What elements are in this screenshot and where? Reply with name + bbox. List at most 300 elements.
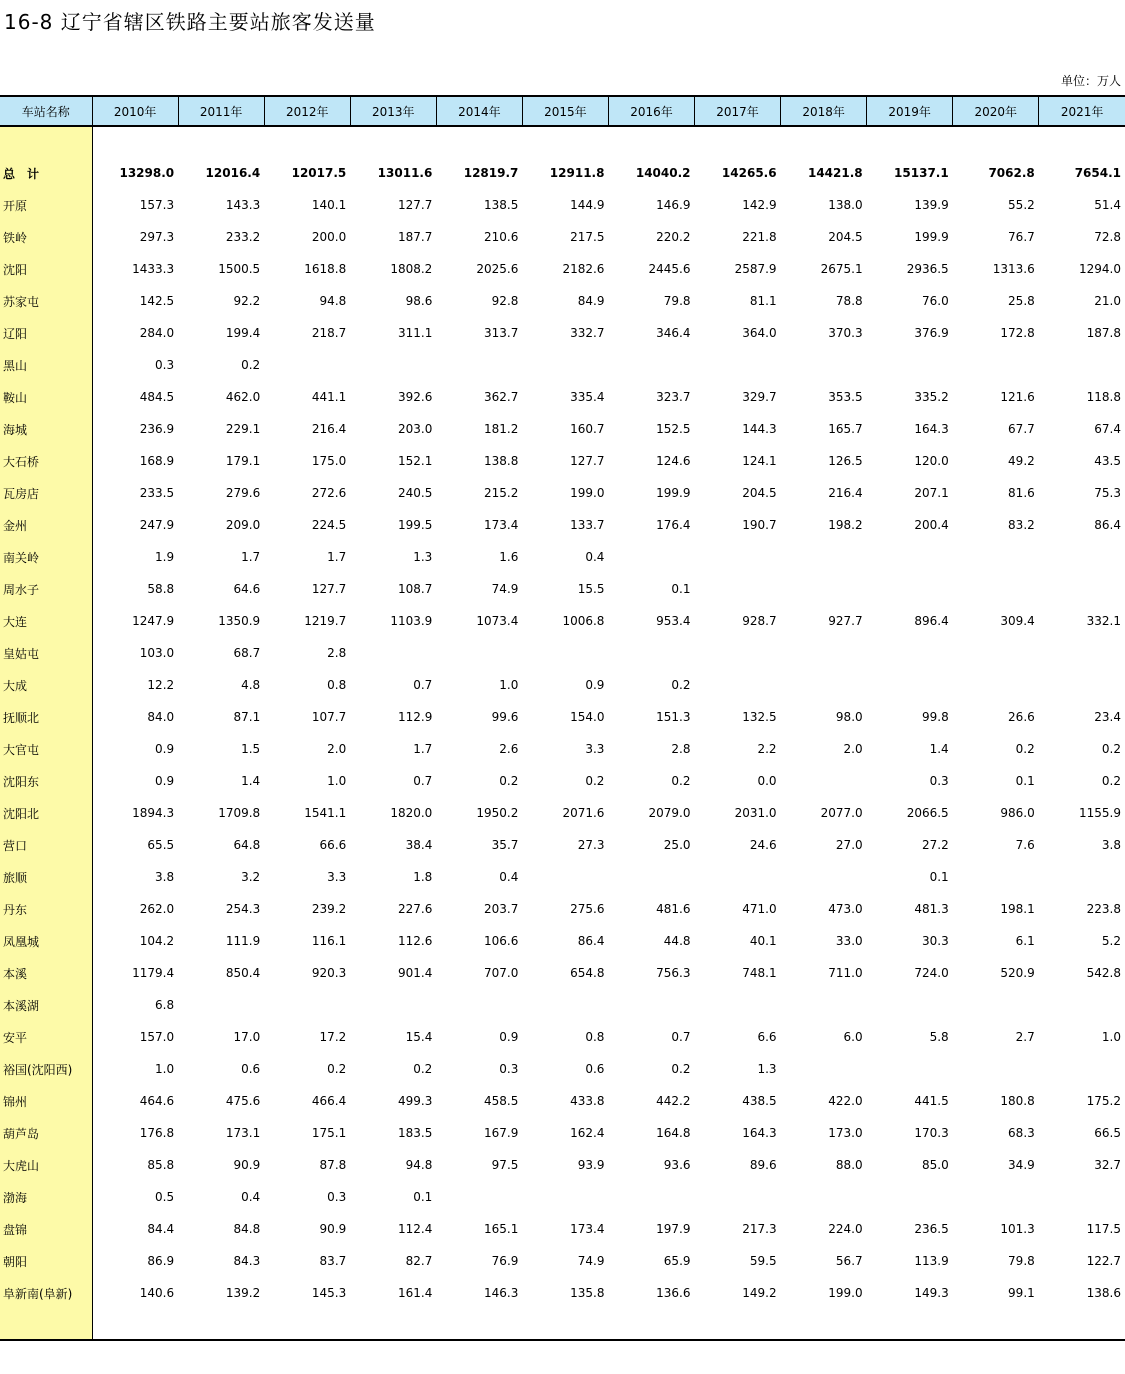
value-cell: 1073.4	[476, 614, 519, 628]
value-cell	[695, 669, 781, 701]
value-cell	[436, 989, 522, 1021]
value-cell: 272.6	[311, 486, 347, 500]
value-cell	[695, 541, 781, 573]
value-cell	[695, 573, 781, 605]
value-cell: 215.2	[484, 486, 519, 500]
value-cell	[867, 1053, 953, 1085]
value-cell	[608, 637, 694, 669]
value-cell: 64.8	[233, 838, 261, 852]
station-passenger-table	[0, 95, 1125, 1341]
value-cell: 99.1	[1008, 1286, 1035, 1300]
value-cell	[350, 349, 436, 381]
value-cell: 707.0	[484, 966, 519, 980]
value-cell: 143.3	[225, 198, 261, 212]
value-cell	[1039, 1053, 1125, 1085]
value-cell: 0.7	[413, 774, 433, 788]
station-name: 大官屯	[0, 733, 92, 765]
station-name: 沈阳东	[0, 765, 92, 797]
value-cell: 170.3	[914, 1126, 949, 1140]
value-cell: 2.2	[757, 742, 777, 756]
value-cell: 140.6	[139, 1286, 175, 1300]
station-name: 瓦房店	[0, 477, 92, 509]
value-cell: 173.1	[225, 1126, 261, 1140]
value-cell: 27.0	[835, 838, 863, 852]
value-cell: 6.6	[757, 1030, 777, 1044]
value-cell: 85.0	[921, 1158, 949, 1172]
value-cell: 108.7	[397, 582, 433, 596]
value-cell: 216.4	[311, 422, 347, 436]
value-cell: 0.2	[1101, 774, 1121, 788]
value-cell: 175.0	[311, 454, 347, 468]
value-cell: 279.6	[225, 486, 261, 500]
value-cell	[781, 669, 867, 701]
value-cell: 154.0	[570, 710, 605, 724]
value-cell: 2.7	[1015, 1030, 1035, 1044]
value-cell: 190.7	[742, 518, 777, 532]
value-cell: 2025.6	[476, 262, 519, 276]
table-row	[0, 861, 1125, 893]
value-cell: 145.3	[311, 1286, 347, 1300]
value-cell: 176.4	[656, 518, 691, 532]
value-cell: 161.4	[397, 1286, 433, 1300]
value-cell: 1820.0	[390, 806, 433, 820]
value-cell: 58.8	[147, 582, 175, 596]
value-cell: 2.8	[327, 646, 347, 660]
value-cell: 458.5	[484, 1094, 519, 1108]
value-cell: 107.7	[311, 710, 347, 724]
value-cell: 0.4	[241, 1190, 261, 1204]
station-name: 本溪湖	[0, 989, 92, 1021]
value-cell	[867, 1181, 953, 1213]
table-row	[0, 669, 1125, 701]
value-cell	[608, 861, 694, 893]
value-cell: 0.8	[327, 678, 347, 692]
value-cell: 499.3	[397, 1094, 433, 1108]
value-cell: 239.2	[311, 902, 347, 916]
value-cell	[781, 765, 867, 797]
value-cell: 335.4	[570, 390, 605, 404]
value-cell: 199.5	[397, 518, 433, 532]
value-cell	[436, 637, 522, 669]
value-cell: 5.8	[929, 1030, 949, 1044]
value-cell: 0.6	[241, 1062, 261, 1076]
value-cell	[436, 349, 522, 381]
table-row	[0, 925, 1125, 957]
station-name: 大连	[0, 605, 92, 637]
value-cell: 441.1	[311, 390, 347, 404]
value-cell: 462.0	[225, 390, 261, 404]
value-cell: 59.5	[749, 1254, 777, 1268]
station-name: 盘锦	[0, 1213, 92, 1245]
value-cell: 5.2	[1101, 934, 1121, 948]
value-cell	[695, 861, 781, 893]
value-cell: 0.7	[413, 678, 433, 692]
value-cell: 441.5	[914, 1094, 949, 1108]
value-cell	[1039, 1181, 1125, 1213]
value-cell: 66.5	[1094, 1126, 1121, 1140]
value-cell: 104.2	[139, 934, 175, 948]
value-cell: 140.1	[311, 198, 347, 212]
value-cell: 0.2	[327, 1062, 347, 1076]
value-cell: 370.3	[828, 326, 863, 340]
value-cell: 0.3	[499, 1062, 519, 1076]
value-cell: 2182.6	[562, 262, 605, 276]
value-cell: 1950.2	[476, 806, 519, 820]
value-cell: 309.4	[1000, 614, 1035, 628]
value-cell: 164.3	[742, 1126, 777, 1140]
station-name: 营口	[0, 829, 92, 861]
value-cell: 1.8	[413, 870, 433, 884]
value-cell: 76.9	[491, 1254, 519, 1268]
value-cell: 183.5	[397, 1126, 433, 1140]
value-cell	[1039, 989, 1125, 1021]
value-cell: 0.2	[1101, 742, 1121, 756]
table-row	[0, 1245, 1125, 1277]
value-cell: 1500.5	[218, 262, 261, 276]
value-cell: 160.7	[570, 422, 605, 436]
column-header-year: 2014年	[436, 96, 522, 126]
column-header-year: 2018年	[781, 96, 867, 126]
value-cell: 92.2	[233, 294, 261, 308]
value-cell: 438.5	[742, 1094, 777, 1108]
value-cell: 901.4	[397, 966, 433, 980]
value-cell: 2675.1	[820, 262, 863, 276]
station-name: 沈阳	[0, 253, 92, 285]
value-cell: 173.4	[484, 518, 519, 532]
value-cell: 520.9	[1000, 966, 1035, 980]
value-cell: 172.8	[1000, 326, 1035, 340]
value-cell: 2.0	[327, 742, 347, 756]
value-cell: 199.4	[225, 326, 261, 340]
value-cell: 187.8	[1086, 326, 1121, 340]
value-cell: 15.4	[405, 1030, 433, 1044]
value-cell: 1541.1	[304, 806, 347, 820]
value-cell	[867, 669, 953, 701]
table-row	[0, 381, 1125, 413]
value-cell	[953, 861, 1039, 893]
table-row	[0, 413, 1125, 445]
value-cell	[953, 1053, 1039, 1085]
value-cell	[867, 637, 953, 669]
value-cell: 157.3	[139, 198, 175, 212]
value-cell: 3.2	[241, 870, 261, 884]
value-cell: 112.6	[397, 934, 433, 948]
value-cell: 233.5	[139, 486, 175, 500]
value-cell: 34.9	[1008, 1158, 1035, 1172]
value-cell: 27.3	[577, 838, 605, 852]
value-cell: 2031.0	[734, 806, 777, 820]
value-cell	[695, 1181, 781, 1213]
value-cell: 0.2	[499, 774, 519, 788]
station-name: 阜新南(阜新)	[0, 1277, 92, 1309]
value-cell: 7.6	[1015, 838, 1035, 852]
value-cell: 89.6	[749, 1158, 777, 1172]
station-name: 大虎山	[0, 1149, 92, 1181]
value-cell: 1.5	[241, 742, 261, 756]
value-cell: 25.8	[1008, 294, 1035, 308]
value-cell: 433.8	[570, 1094, 605, 1108]
value-cell: 254.3	[225, 902, 261, 916]
value-cell: 24.6	[749, 838, 777, 852]
value-cell: 210.6	[484, 230, 519, 244]
value-cell	[264, 349, 350, 381]
value-cell: 224.0	[828, 1222, 863, 1236]
value-cell: 233.2	[225, 230, 261, 244]
value-cell: 1808.2	[390, 262, 433, 276]
station-name: 渤海	[0, 1181, 92, 1213]
value-cell: 152.1	[397, 454, 433, 468]
value-cell: 112.9	[397, 710, 433, 724]
value-cell: 116.1	[311, 934, 347, 948]
value-cell: 224.5	[311, 518, 347, 532]
value-cell: 311.1	[397, 326, 433, 340]
value-cell: 284.0	[139, 326, 175, 340]
value-cell	[953, 637, 1039, 669]
value-cell: 86.4	[1094, 518, 1121, 532]
value-cell: 1.7	[241, 550, 261, 564]
value-cell: 138.5	[484, 198, 519, 212]
value-cell: 173.4	[570, 1222, 605, 1236]
value-cell: 6.0	[843, 1030, 863, 1044]
value-cell: 15.5	[577, 582, 605, 596]
value-cell: 0.1	[1015, 774, 1035, 788]
value-cell: 0.9	[499, 1030, 519, 1044]
station-name: 海城	[0, 413, 92, 445]
value-cell: 84.3	[233, 1254, 261, 1268]
value-cell: 353.5	[828, 390, 863, 404]
value-cell: 142.9	[742, 198, 777, 212]
table-row	[0, 733, 1125, 765]
station-name: 苏家屯	[0, 285, 92, 317]
value-cell: 1.6	[499, 550, 519, 564]
value-cell: 2071.6	[562, 806, 605, 820]
value-cell: 23.4	[1094, 710, 1121, 724]
value-cell	[867, 541, 953, 573]
station-name: 大成	[0, 669, 92, 701]
value-cell: 135.8	[570, 1286, 605, 1300]
station-name: 丹东	[0, 893, 92, 925]
value-cell: 25.0	[663, 838, 691, 852]
value-cell: 2936.5	[906, 262, 949, 276]
value-cell: 68.7	[233, 646, 261, 660]
value-cell: 928.7	[742, 614, 777, 628]
value-cell	[1039, 669, 1125, 701]
value-cell: 164.8	[656, 1126, 691, 1140]
value-cell	[1039, 349, 1125, 381]
value-cell: 346.4	[656, 326, 691, 340]
value-cell: 74.9	[577, 1254, 605, 1268]
value-cell: 87.1	[233, 710, 261, 724]
station-name: 裕国(沈阳西)	[0, 1053, 92, 1085]
value-cell: 466.4	[311, 1094, 347, 1108]
value-cell: 953.4	[656, 614, 691, 628]
value-cell: 157.0	[139, 1030, 175, 1044]
value-cell: 79.8	[663, 294, 691, 308]
value-cell: 2445.6	[648, 262, 691, 276]
value-cell: 175.2	[1086, 1094, 1121, 1108]
value-cell: 113.9	[914, 1254, 949, 1268]
station-name: 旅顺	[0, 861, 92, 893]
value-cell: 127.7	[570, 454, 605, 468]
value-cell: 0.2	[413, 1062, 433, 1076]
value-cell: 146.3	[484, 1286, 519, 1300]
value-cell: 98.6	[405, 294, 433, 308]
value-cell: 146.9	[656, 198, 691, 212]
value-cell: 64.6	[233, 582, 261, 596]
value-cell: 986.0	[1000, 806, 1035, 820]
value-cell: 138.8	[484, 454, 519, 468]
table-row	[0, 957, 1125, 989]
station-name: 朝阳	[0, 1245, 92, 1277]
value-cell: 392.6	[397, 390, 433, 404]
value-cell: 83.7	[319, 1254, 347, 1268]
value-cell: 473.0	[828, 902, 863, 916]
value-cell: 0.2	[671, 774, 691, 788]
value-cell	[522, 637, 608, 669]
value-cell: 7654.1	[1074, 166, 1121, 180]
table-row	[0, 189, 1125, 221]
value-cell: 132.5	[742, 710, 777, 724]
value-cell: 0.5	[155, 1190, 175, 1204]
value-cell: 227.6	[397, 902, 433, 916]
table-spacer-row	[0, 1309, 1125, 1340]
value-cell: 204.5	[828, 230, 863, 244]
column-header-year: 2019年	[867, 96, 953, 126]
value-cell: 117.5	[1086, 1222, 1121, 1236]
value-cell: 12911.8	[549, 166, 605, 180]
value-cell: 124.6	[656, 454, 691, 468]
table-row	[0, 317, 1125, 349]
value-cell: 83.2	[1008, 518, 1035, 532]
value-cell	[522, 1181, 608, 1213]
value-cell: 0.8	[585, 1030, 605, 1044]
value-cell: 0.3	[929, 774, 949, 788]
value-cell: 99.6	[491, 710, 519, 724]
value-cell: 33.0	[835, 934, 863, 948]
value-cell: 198.1	[1000, 902, 1035, 916]
value-cell: 12819.7	[463, 166, 519, 180]
value-cell: 896.4	[914, 614, 949, 628]
value-cell	[608, 349, 694, 381]
value-cell: 297.3	[139, 230, 175, 244]
value-cell: 162.4	[570, 1126, 605, 1140]
value-cell: 6.1	[1015, 934, 1035, 948]
value-cell: 101.3	[1000, 1222, 1035, 1236]
value-cell	[522, 349, 608, 381]
value-cell	[1039, 573, 1125, 605]
value-cell: 0.9	[585, 678, 605, 692]
value-cell	[695, 989, 781, 1021]
value-cell: 93.9	[577, 1158, 605, 1172]
value-cell	[608, 541, 694, 573]
value-cell: 329.7	[742, 390, 777, 404]
value-cell: 0.6	[585, 1062, 605, 1076]
value-cell: 332.1	[1086, 614, 1121, 628]
value-cell: 56.7	[835, 1254, 863, 1268]
value-cell: 17.0	[233, 1030, 261, 1044]
value-cell: 187.7	[397, 230, 433, 244]
table-row	[0, 1277, 1125, 1309]
table-row	[0, 1181, 1125, 1213]
value-cell: 229.1	[225, 422, 261, 436]
value-cell	[264, 989, 350, 1021]
value-cell: 2.0	[843, 742, 863, 756]
value-cell: 481.6	[656, 902, 691, 916]
value-cell: 217.5	[570, 230, 605, 244]
value-cell: 17.2	[319, 1030, 347, 1044]
station-name: 抚顺北	[0, 701, 92, 733]
value-cell: 1.7	[413, 742, 433, 756]
value-cell: 14040.2	[635, 166, 691, 180]
value-cell: 1247.9	[132, 614, 175, 628]
value-cell: 84.9	[577, 294, 605, 308]
column-header-year: 2016年	[608, 96, 694, 126]
value-cell: 3.3	[585, 742, 605, 756]
table-row	[0, 445, 1125, 477]
value-cell: 204.5	[742, 486, 777, 500]
table-row	[0, 1021, 1125, 1053]
total-row	[0, 157, 1125, 189]
value-cell: 221.8	[742, 230, 777, 244]
value-cell: 12017.5	[291, 166, 347, 180]
value-cell: 236.9	[139, 422, 175, 436]
table-row	[0, 797, 1125, 829]
value-cell	[608, 989, 694, 1021]
value-cell: 240.5	[397, 486, 433, 500]
value-cell: 93.6	[663, 1158, 691, 1172]
table-row	[0, 989, 1125, 1021]
value-cell	[867, 573, 953, 605]
value-cell: 32.7	[1094, 1158, 1121, 1172]
value-cell	[781, 1181, 867, 1213]
value-cell: 26.6	[1008, 710, 1035, 724]
value-cell: 1179.4	[132, 966, 175, 980]
value-cell: 0.9	[155, 774, 175, 788]
value-cell: 1.3	[413, 550, 433, 564]
value-cell: 179.1	[225, 454, 261, 468]
value-cell: 6.8	[155, 998, 175, 1012]
value-cell: 121.6	[1000, 390, 1035, 404]
value-cell: 43.5	[1094, 454, 1121, 468]
column-header-year: 2017年	[695, 96, 781, 126]
value-cell: 86.9	[147, 1254, 175, 1268]
value-cell: 0.2	[585, 774, 605, 788]
value-cell: 14265.6	[721, 166, 777, 180]
value-cell: 126.5	[828, 454, 863, 468]
value-cell: 200.0	[311, 230, 347, 244]
value-cell: 376.9	[914, 326, 949, 340]
station-name: 大石桥	[0, 445, 92, 477]
value-cell: 199.9	[656, 486, 691, 500]
value-cell: 106.6	[484, 934, 519, 948]
value-cell: 1006.8	[562, 614, 605, 628]
value-cell	[1039, 637, 1125, 669]
value-cell: 68.3	[1008, 1126, 1035, 1140]
value-cell: 247.9	[139, 518, 175, 532]
value-cell: 275.6	[570, 902, 605, 916]
value-cell: 167.9	[484, 1126, 519, 1140]
table-row	[0, 1117, 1125, 1149]
value-cell: 12.2	[147, 678, 175, 692]
table-body	[0, 126, 1125, 1340]
value-cell	[867, 989, 953, 1021]
value-cell	[781, 861, 867, 893]
value-cell: 203.7	[484, 902, 519, 916]
value-cell: 332.7	[570, 326, 605, 340]
value-cell: 173.0	[828, 1126, 863, 1140]
station-name: 安平	[0, 1021, 92, 1053]
value-cell: 168.9	[139, 454, 175, 468]
